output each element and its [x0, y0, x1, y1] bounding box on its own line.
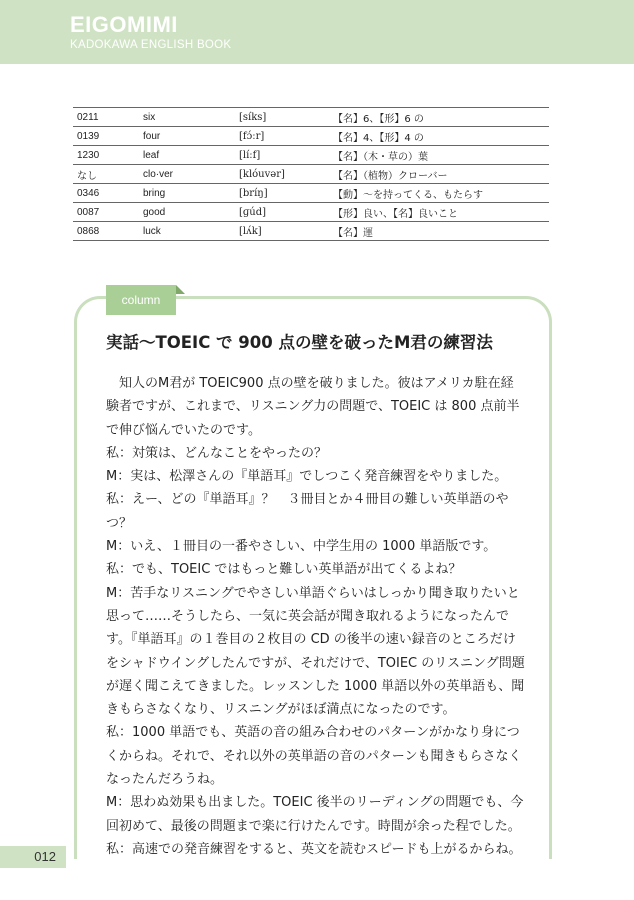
column-paragraph: M：苦手なリスニングでやさしい単語ぐらいはしっかり聞き取りたいと思って……そうしたら、一気に英会話が聞き取れるようになったんです。『単語耳』の１巻目の２枚目の CD の後半の速い録音のところだけをシャドウイングしたんですが、それだけで、TOIEC のリスニング問題が遅く聞こえてきました。レッスンした 1000 単語以外の英単語も、聞きもらさなくなり、リスニングがほぼ満点になったのです。: [106, 585, 525, 718]
column-paragraph: 私：えー、どの『単語耳』？ ３冊目とか４冊目の難しい英単語のやつ？: [106, 492, 509, 531]
table-row: [73, 108, 549, 127]
entry-word: good: [139, 203, 235, 222]
table-row: [73, 203, 549, 222]
column-paragraph: 私：高速での発音練習をすると、英文を読むスピードも上がるからね。: [106, 841, 522, 857]
brand-subtitle: KADOKAWA ENGLISH BOOK: [70, 39, 232, 51]
entry-word: four: [139, 127, 235, 146]
table-row: [73, 146, 549, 165]
column-title: 実話～TOEIC で 900 点の壁を破ったM君の練習法: [106, 333, 493, 352]
entry-word: six: [139, 108, 235, 127]
column-tab: column: [106, 285, 176, 315]
table-row: [73, 165, 549, 184]
entry-meaning: 【形】良い、【名】良いこと: [329, 203, 549, 222]
entry-meaning: 【名】6、【形】6 の: [329, 108, 549, 127]
entry-pronunciation: [líːf]: [235, 146, 329, 165]
entry-word: bring: [139, 184, 235, 203]
entry-word: leaf: [139, 146, 235, 165]
column-paragraph: 私：でも、TOEIC ではもっと難しい英単語が出てくるよね？: [106, 562, 462, 578]
table-row: [73, 184, 549, 203]
column-body: [106, 372, 526, 861]
entry-meaning: 【名】（木・草の）葉: [329, 146, 549, 165]
entry-number: 0139: [73, 127, 139, 146]
entry-number: なし: [73, 165, 139, 184]
entry-meaning: 【名】（植物）クローバー: [329, 165, 549, 184]
entry-word: luck: [139, 222, 235, 241]
entry-meaning: 【名】運: [329, 222, 549, 241]
entry-number: 0346: [73, 184, 139, 203]
entry-pronunciation: [ɡúd]: [235, 203, 329, 222]
entry-number: 0211: [73, 108, 139, 127]
column-paragraph: M：思わぬ効果も出ました。TOEIC 後半のリーディングの問題でも、今回初めて、最後の問題まで楽に行けたんです。時間が余った程でした。: [106, 795, 524, 834]
column-tab-fold: [176, 285, 185, 294]
column-paragraph: 私：1000 単語でも、英語の音の組み合わせのパターンがかなり身につくからね。それで、それ以外の英単語の音のパターンも聞きもらさなくなったんだろうね。: [106, 725, 522, 788]
entry-meaning: 【名】4、【形】4 の: [329, 127, 549, 146]
column-paragraph: 知人のM君が TOEIC900 点の壁を破りました。彼はアメリカ駐在経験者ですが、これまで、リスニング力の問題で、TOEIC は 800 点前半で伸び悩んでいたのです。: [106, 376, 520, 438]
entry-number: 0087: [73, 203, 139, 222]
entry-word: clo·ver: [139, 165, 235, 184]
column-paragraph: M：実は、松澤さんの『単語耳』でしつこく発音練習をやりました。: [106, 469, 508, 485]
table-row: [73, 127, 549, 146]
entry-pronunciation: [bríŋ]: [235, 184, 329, 203]
header-band: [0, 0, 634, 64]
entry-number: 0868: [73, 222, 139, 241]
entry-number: 1230: [73, 146, 139, 165]
entry-pronunciation: [klóuvər]: [235, 165, 329, 184]
vocab-table: [73, 107, 549, 241]
column-paragraph: 私：対策は、どんなことをやったの？: [106, 445, 328, 461]
column-paragraph: M：いえ、１冊目の一番やさしい、中学生用の 1000 単語版です。: [106, 539, 497, 555]
page-number: 012: [0, 846, 66, 868]
entry-meaning: 【動】～を持ってくる、もたらす: [329, 184, 549, 203]
table-row: [73, 222, 549, 241]
entry-pronunciation: [fɔ́ːr]: [235, 127, 329, 146]
entry-pronunciation: [lʌ́k]: [235, 222, 329, 241]
entry-pronunciation: [síks]: [235, 108, 329, 127]
brand-logo: EIGOMIMI: [70, 12, 178, 37]
